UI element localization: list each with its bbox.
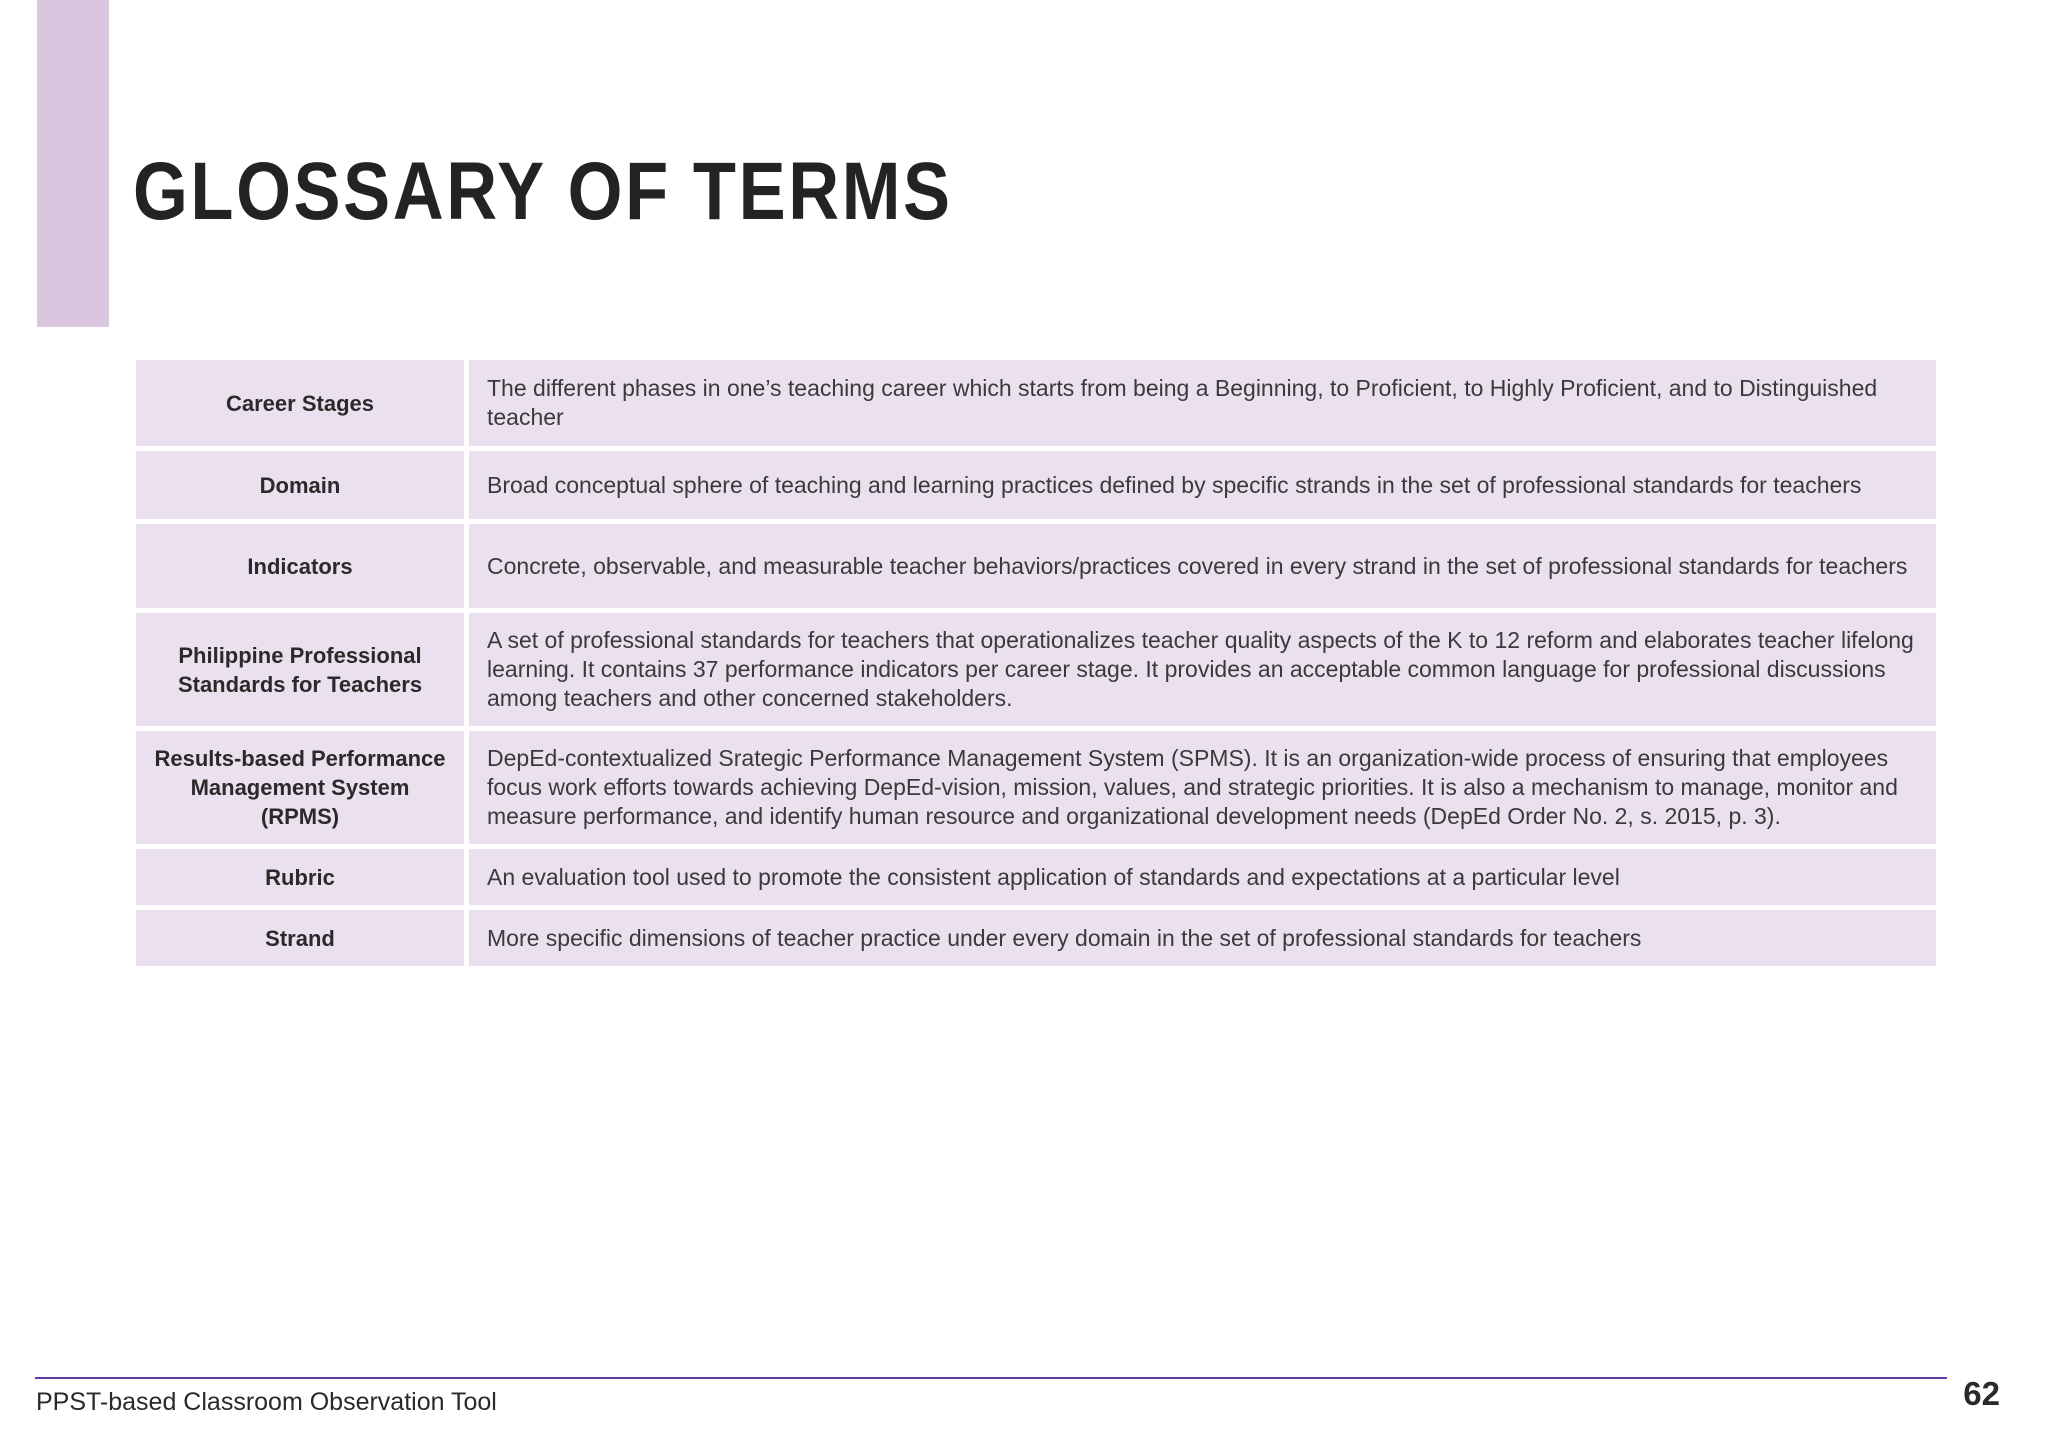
term-cell: Philippine Professional Standards for Teachers [136,613,464,726]
page-title: GLOSSARY OF TERMS [133,146,953,237]
page-number: 62 [1963,1375,2000,1412]
definition-cell: An evaluation tool used to promote the consistent application of standards and expectations at a particular level [469,849,1936,905]
definition-cell: DepEd-contextualized Srategic Performance Management System (SPMS). It is an organization-wide process of ensuring that employees focus work efforts towards achieving DepEd-vision, mission, values, and strategic priorities. It is also a mechanism to manage, monitor and measure performance, and identify human resource and organizational development needs (DepEd Order No. 2, s. 2015, p. 3). [469,731,1936,844]
glossary-row-domain [136,451,1936,519]
term-cell: Results-based Performance Management System (RPMS) [136,731,464,844]
glossary-table [131,355,1941,971]
definition-cell: Broad conceptual sphere of teaching and learning practices defined by specific strands in the set of professional standards for teachers [469,451,1936,519]
glossary-row-career-stages [136,360,1936,446]
term-cell: Strand [136,910,464,966]
definition-cell: More specific dimensions of teacher practice under every domain in the set of professional standards for teachers [469,910,1936,966]
footer-divider [35,1377,1947,1379]
glossary-row-ppst [136,613,1936,726]
definition-cell: A set of professional standards for teachers that operationalizes teacher quality aspects of the K to 12 reform and elaborates teacher lifelong learning. It contains 37 performance indicators per career stage. It provides an acceptable common language for professional discussions among teachers and other concerned stakeholders. [469,613,1936,726]
glossary-row-rubric [136,849,1936,905]
term-cell: Domain [136,451,464,519]
glossary-row-strand [136,910,1936,966]
footer-document-title: PPST-based Classroom Observation Tool [36,1388,497,1416]
term-cell: Rubric [136,849,464,905]
accent-bar [37,0,109,327]
definition-cell: Concrete, observable, and measurable teacher behaviors/practices covered in every strand in the set of professional standards for teachers [469,524,1936,608]
glossary-row-rpms [136,731,1936,844]
term-cell: Indicators [136,524,464,608]
glossary-row-indicators [136,524,1936,608]
glossary-body [136,360,1936,966]
term-cell: Career Stages [136,360,464,446]
definition-cell: The different phases in one’s teaching career which starts from being a Beginning, to Proficient, to Highly Proficient, and to Distinguished teacher [469,360,1936,446]
